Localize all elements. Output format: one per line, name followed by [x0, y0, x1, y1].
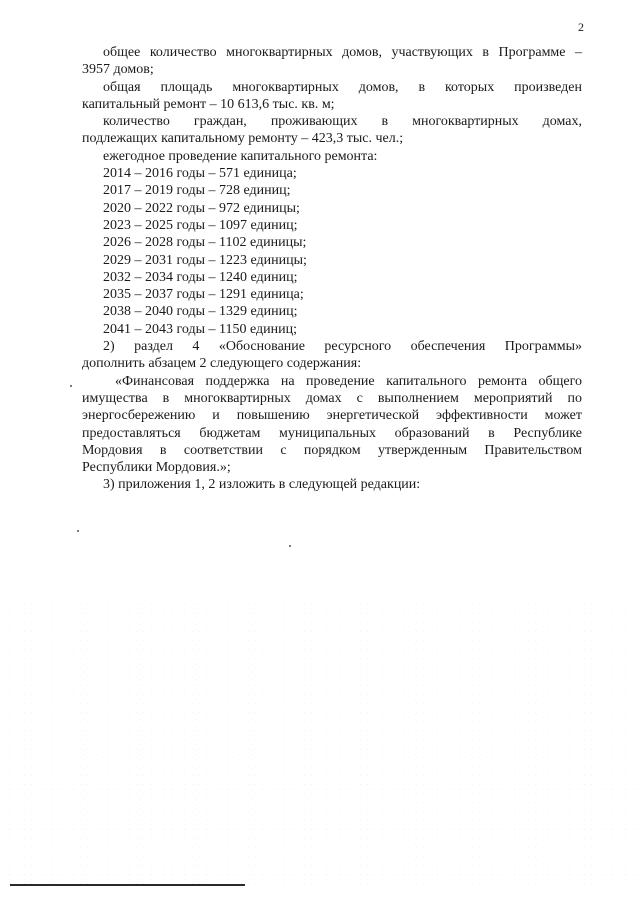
schedule-item: 2035 – 2037 годы – 1291 единица;: [103, 287, 304, 303]
schedule-item: 2026 – 2028 годы – 1102 единицы;: [103, 235, 307, 251]
scan-speck: [70, 385, 72, 387]
quote-line: Мордовия в соответствии с порядком утвержденным Правительством: [82, 442, 582, 458]
item-3-line: 3) приложения 1, 2 изложить в следующей редакции:: [103, 477, 421, 493]
scan-speck: [289, 545, 291, 547]
quote-line: Республики Мордовия.»;: [82, 460, 231, 476]
quote-line: предоставляться бюджетам муниципальных образований в Республике: [82, 425, 582, 441]
bottom-rule: [10, 884, 245, 886]
schedule-item: 2038 – 2040 годы – 1329 единиц;: [103, 304, 298, 320]
schedule-item: 2032 – 2034 годы – 1240 единиц;: [103, 269, 298, 285]
schedule-item: 2041 – 2043 годы – 1150 единиц;: [103, 321, 298, 337]
item-2-line-cont: дополнить абзацем 2 следующего содержания:: [82, 356, 362, 372]
line-total-area: общая площадь многоквартирных домов, в которых произведен: [103, 79, 582, 95]
quote-line: имущества в многоквартирных домах с выполнением мероприятий по: [82, 390, 582, 406]
quote-line: «Финансовая поддержка на проведение капитального ремонта общего: [115, 373, 582, 389]
schedule-item: 2017 – 2019 годы – 728 единиц;: [103, 183, 291, 199]
line-citizens: количество граждан, проживающих в многоквартирных домах,: [103, 114, 582, 130]
schedule-item: 2014 – 2016 годы – 571 единица;: [103, 166, 297, 182]
repair-schedule-list: [82, 165, 582, 338]
scan-noise: [0, 600, 639, 890]
quote-line: энергосбережению и повышению энергетической эффективности может: [82, 408, 582, 424]
schedule-item: 2023 – 2025 годы – 1097 единиц;: [103, 217, 298, 233]
line-annual-repair: ежегодное проведение капитального ремонта:: [103, 148, 378, 164]
line-total-area-cont: капитальный ремонт – 10 613,6 тыс. кв. м;: [82, 96, 335, 112]
line-total-houses: общее количество многоквартирных домов, участвующих в Программе –: [103, 45, 582, 60]
item-2-line: 2) раздел 4 «Обоснование ресурсного обеспечения Программы»: [103, 339, 582, 355]
schedule-item: 2029 – 2031 годы – 1223 единицы;: [103, 252, 307, 268]
page-number: 2: [578, 20, 584, 34]
document-body: [82, 44, 582, 494]
scan-speck: [77, 530, 79, 532]
line-citizens-cont: подлежащих капитальному ремонту – 423,3 тыс. чел.;: [82, 131, 404, 147]
line-total-houses-cont: 3957 домов;: [82, 62, 154, 78]
schedule-item: 2020 – 2022 годы – 972 единицы;: [103, 200, 300, 216]
